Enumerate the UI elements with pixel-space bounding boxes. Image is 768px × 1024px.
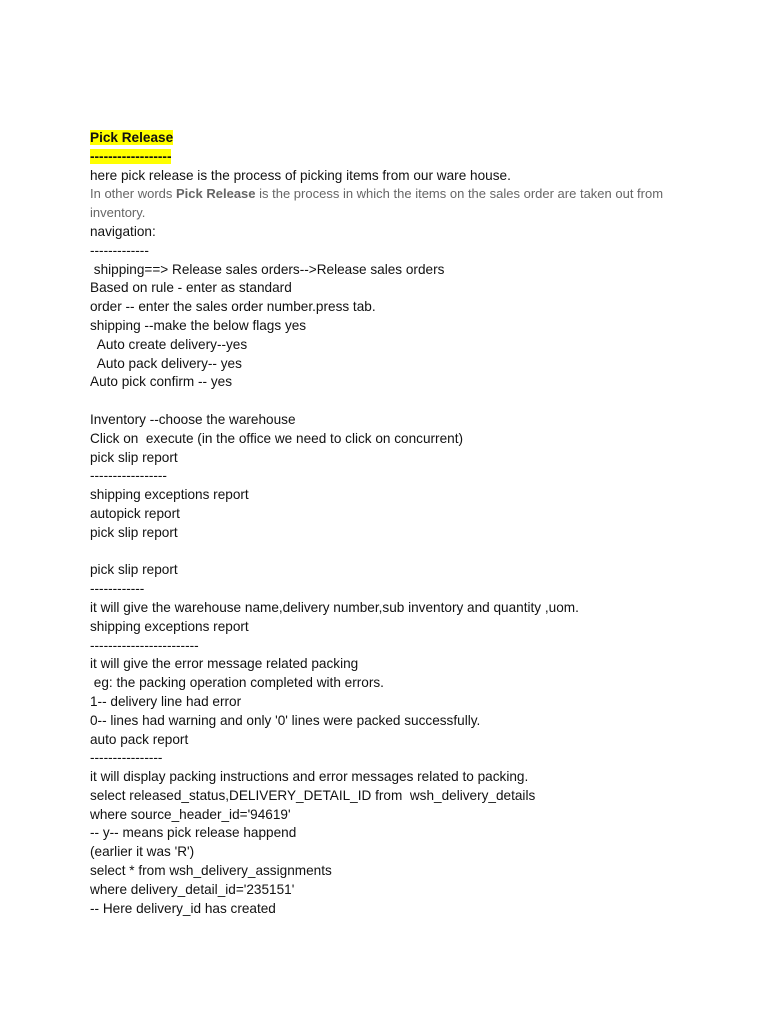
title-underline: ------------------: [90, 148, 172, 164]
text-line: ------------------------: [90, 637, 199, 653]
blank-line: [90, 392, 730, 411]
text-line: -------------: [90, 242, 149, 258]
text-line: -- y-- means pick release happend: [90, 825, 297, 841]
text-line: shipping==> Release sales orders-->Release sales orders: [90, 261, 445, 277]
text-line: Inventory --choose the warehouse: [90, 411, 296, 427]
text-line: it will display packing instructions and error messages related to packing.: [90, 769, 529, 785]
text-line: select * from wsh_delivery_assignments: [90, 863, 332, 879]
definition-line: [90, 185, 730, 204]
text-line: shipping --make the below flags yes: [90, 317, 307, 333]
page-title: Pick Release: [90, 130, 174, 145]
definition-suffix: is the process in which the items on the sales order are taken out from: [255, 186, 664, 202]
text-line: Auto create delivery--yes: [90, 336, 248, 352]
text-line: shipping exceptions report: [90, 618, 249, 634]
text-line: pick slip report: [90, 562, 178, 578]
intro-text: here pick release is the process of picking items from our ware house.: [90, 167, 511, 183]
text-line: ----------------: [90, 750, 163, 766]
text-line: 1-- delivery line had error: [90, 693, 242, 709]
text-line: Auto pick confirm -- yes: [90, 374, 233, 390]
blank-line: [90, 543, 730, 562]
text-line: Auto pack delivery-- yes: [90, 355, 242, 371]
text-line: order -- enter the sales order number.press tab.: [90, 299, 376, 315]
text-line: where source_header_id='94619': [90, 806, 291, 822]
text-line: eg: the packing operation completed with errors.: [90, 675, 384, 691]
definition-continuation: inventory.: [90, 205, 146, 221]
text-line: Based on rule - enter as standard: [90, 280, 292, 296]
document-body: [90, 129, 730, 918]
text-line: it will give the warehouse name,delivery number,sub inventory and quantity ,uom.: [90, 599, 579, 615]
text-line: shipping exceptions report: [90, 487, 249, 503]
definition-term: Pick Release: [176, 186, 256, 202]
text-line: 0-- lines had warning and only '0' lines were packed successfully.: [90, 712, 481, 728]
reports-section: [90, 411, 730, 543]
text-line: ------------: [90, 581, 145, 597]
text-line: auto pack report: [90, 731, 189, 747]
text-line: it will give the error message related packing: [90, 656, 359, 672]
text-line: Click on execute (in the office we need to click on concurrent): [90, 430, 464, 446]
title-rule-line: [90, 148, 730, 167]
text-line: select released_status,DELIVERY_DETAIL_ID from wsh_delivery_details: [90, 787, 536, 803]
text-line: navigation:: [90, 223, 156, 239]
text-line: (earlier it was 'R'): [90, 844, 195, 860]
title-line: [90, 129, 730, 148]
text-line: autopick report: [90, 505, 180, 521]
definition-prefix: In other words: [90, 186, 176, 202]
details-section: [90, 561, 730, 918]
text-line: -----------------: [90, 468, 167, 484]
navigation-section: [90, 223, 730, 392]
text-line: where delivery_detail_id='235151': [90, 881, 295, 897]
text-line: -- Here delivery_id has created: [90, 900, 276, 916]
text-line: pick slip report: [90, 449, 178, 465]
text-line: pick slip report: [90, 524, 178, 540]
